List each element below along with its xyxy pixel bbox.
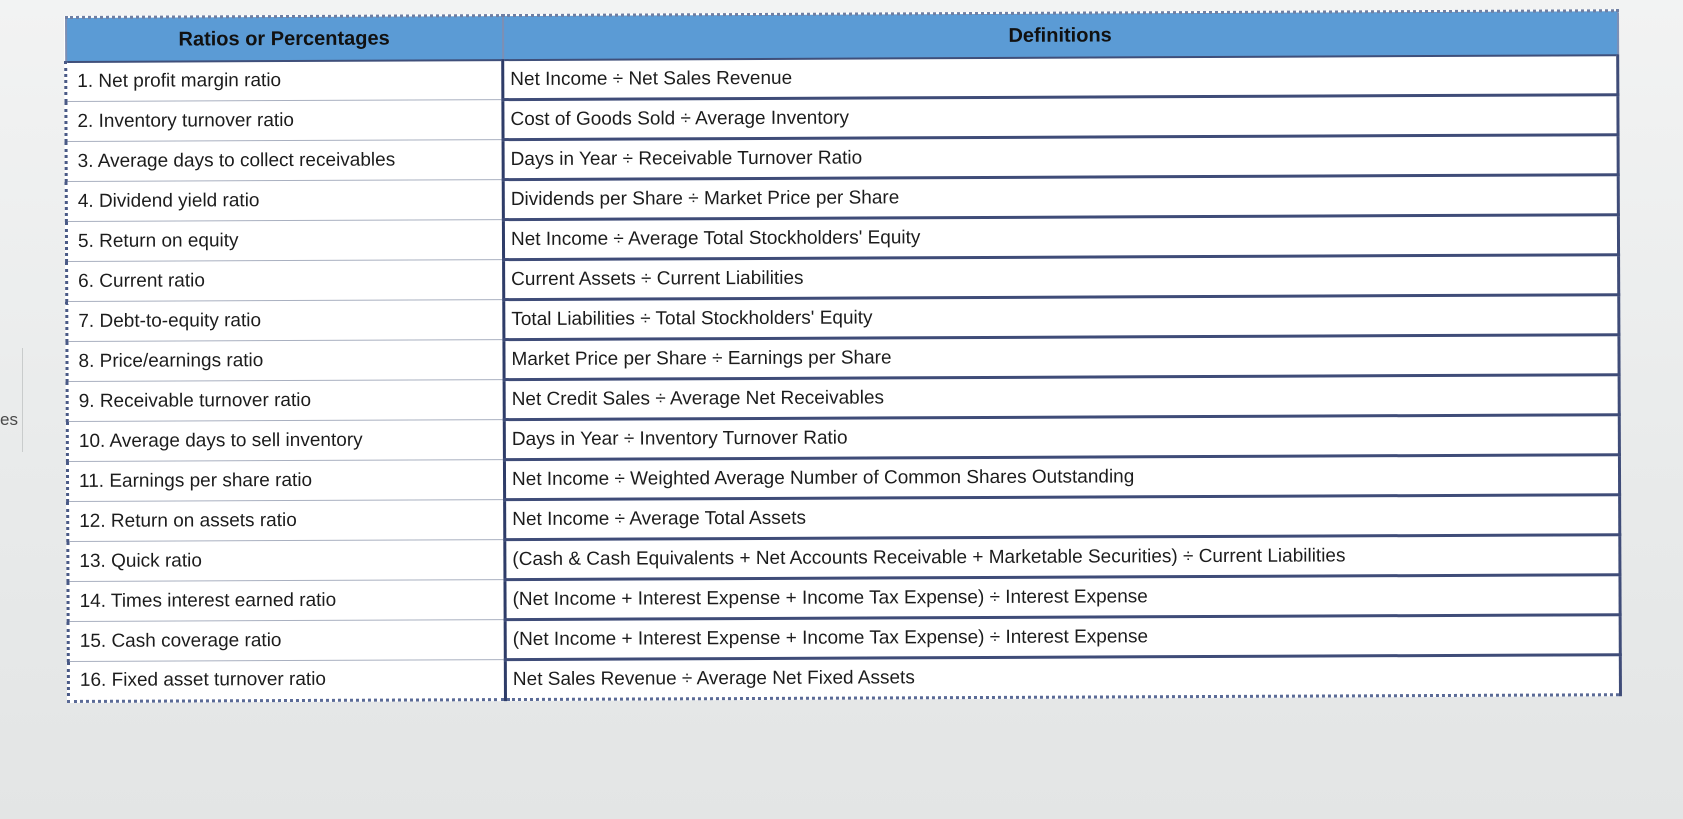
definition-cell[interactable]: Net Income ÷ Average Total Stockholders' Equity	[503, 215, 1618, 260]
definition-cell[interactable]: Cost of Goods Sold ÷ Average Inventory	[503, 95, 1618, 140]
definition-cell[interactable]: Dividends per Share ÷ Market Price per Share	[503, 175, 1618, 220]
definition-cell[interactable]: (Cash & Cash Equivalents + Net Accounts Receivable + Marketable Securities) ÷ Current Liabilities	[505, 535, 1620, 580]
table-row	[67, 295, 1619, 342]
ratio-name-cell: 10. Average days to sell inventory	[67, 420, 504, 462]
ratio-name-cell: 3. Average days to collect receivables	[66, 140, 503, 182]
ratio-definitions-table	[64, 9, 1622, 703]
table-row	[67, 255, 1619, 302]
ratio-name-cell: 12. Return on assets ratio	[68, 500, 505, 542]
table-row	[66, 55, 1618, 101]
side-text-fragment: es	[0, 410, 18, 429]
table-body	[66, 55, 1621, 701]
ratio-name-cell: 13. Quick ratio	[68, 540, 505, 582]
ratio-name-cell: 9. Receivable turnover ratio	[67, 380, 504, 422]
definition-cell[interactable]: (Net Income + Interest Expense + Income Tax Expense) ÷ Interest Expense	[505, 615, 1620, 660]
ratio-name-cell: 11. Earnings per share ratio	[67, 460, 504, 502]
definition-cell[interactable]: Net Income ÷ Average Total Assets	[505, 495, 1620, 540]
table-header-row	[66, 11, 1618, 62]
definition-cell[interactable]: Current Assets ÷ Current Liabilities	[504, 255, 1619, 300]
table-row	[68, 575, 1620, 622]
ratio-name-cell: 14. Times interest earned ratio	[68, 580, 505, 622]
definition-cell[interactable]: (Net Income + Interest Expense + Income Tax Expense) ÷ Interest Expense	[505, 575, 1620, 620]
definition-cell[interactable]: Net Credit Sales ÷ Average Net Receivables	[504, 375, 1619, 420]
table-row	[66, 95, 1618, 142]
definition-cell[interactable]: Net Sales Revenue ÷ Average Net Fixed Assets	[505, 655, 1620, 700]
table-row	[66, 135, 1618, 182]
ratio-sheet	[64, 9, 1619, 703]
header-ratios: Ratios or Percentages	[66, 16, 503, 62]
ratio-name-cell: 8. Price/earnings ratio	[67, 340, 504, 382]
definition-cell[interactable]: Net Income ÷ Weighted Average Number of Common Shares Outstanding	[504, 455, 1619, 500]
ratio-name-cell: 2. Inventory turnover ratio	[66, 100, 503, 142]
ratio-name-cell: 4. Dividend yield ratio	[66, 180, 503, 222]
definition-cell[interactable]: Days in Year ÷ Receivable Turnover Ratio	[503, 135, 1618, 180]
ratio-name-cell: 15. Cash coverage ratio	[68, 620, 505, 662]
ratio-name-cell: 7. Debt-to-equity ratio	[67, 300, 504, 342]
table-row	[68, 655, 1620, 702]
definition-cell[interactable]: Net Income ÷ Net Sales Revenue	[503, 55, 1618, 99]
table-row	[67, 375, 1619, 422]
table-row	[67, 455, 1619, 502]
table-row	[67, 335, 1619, 382]
ratio-name-cell: 6. Current ratio	[67, 260, 504, 302]
table-row	[68, 495, 1620, 542]
table-row	[67, 415, 1619, 462]
ratio-name-cell: 5. Return on equity	[66, 220, 503, 262]
ratio-name-cell: 16. Fixed asset turnover ratio	[68, 660, 505, 702]
definition-cell[interactable]: Total Liabilities ÷ Total Stockholders' Equity	[504, 295, 1619, 340]
definition-cell[interactable]: Market Price per Share ÷ Earnings per Share	[504, 335, 1619, 380]
table-row	[66, 175, 1618, 222]
definition-cell[interactable]: Days in Year ÷ Inventory Turnover Ratio	[504, 415, 1619, 460]
table-row	[68, 615, 1620, 662]
table-row	[66, 215, 1618, 262]
ratio-name-cell: 1. Net profit margin ratio	[66, 60, 503, 101]
side-panel-edge	[0, 348, 23, 452]
header-definitions: Definitions	[503, 11, 1618, 60]
table-row	[68, 535, 1620, 582]
